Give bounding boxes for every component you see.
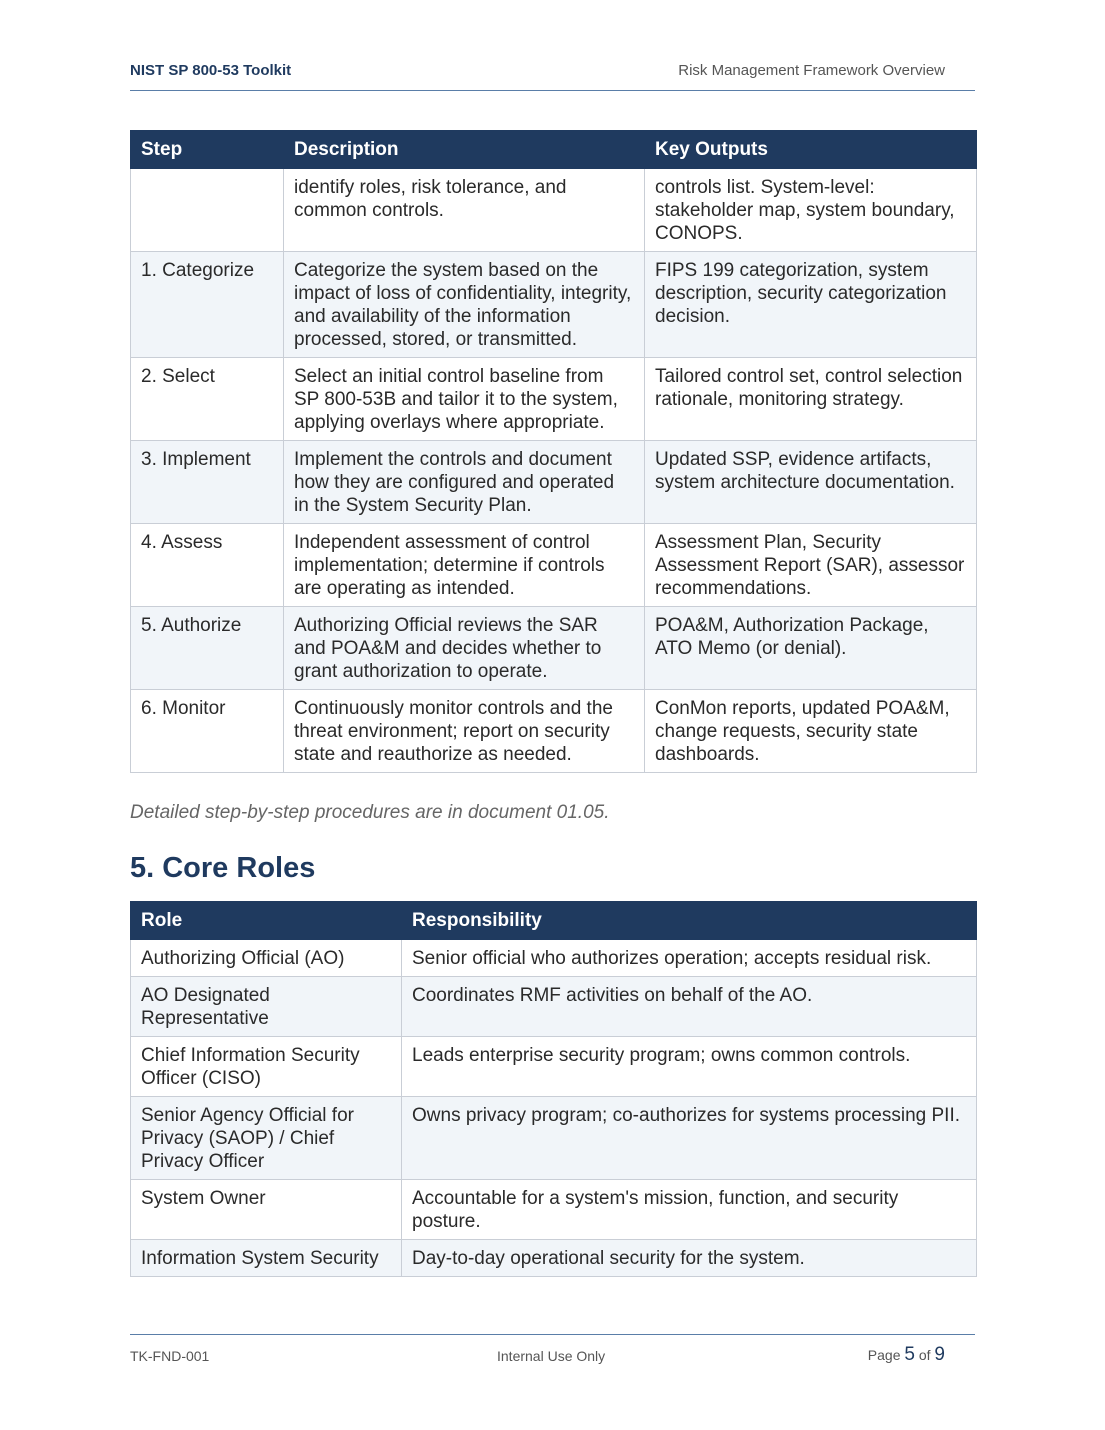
page-number	[868, 1344, 945, 1366]
table-row	[131, 977, 977, 1037]
description-cell: Select an initial control baseline from SP 800-53B and tailor it to the system, applying overlays where appropriate.	[284, 358, 645, 441]
table-note: Detailed step-by-step procedures are in document 01.05.	[130, 802, 610, 823]
column-header-responsibility: Responsibility	[402, 902, 977, 940]
role-cell: AO Designated Representative	[131, 977, 402, 1037]
table-row	[131, 169, 977, 252]
description-cell: Continuously monitor controls and the threat environment; report on security state and reauthorize as needed.	[284, 690, 645, 773]
column-header-key-outputs: Key Outputs	[645, 131, 977, 169]
table-row	[131, 940, 977, 977]
header-divider	[130, 90, 975, 91]
table-header-row	[131, 131, 977, 169]
responsibility-cell: Owns privacy program; co-authorizes for systems processing PII.	[402, 1097, 977, 1180]
page-footer	[130, 1346, 945, 1368]
description-cell: Independent assessment of control implementation; determine if controls are operating as intended.	[284, 524, 645, 607]
outputs-cell: FIPS 199 categorization, system description, security categorization decision.	[645, 252, 977, 358]
classification-label: Internal Use Only	[497, 1348, 606, 1364]
description-cell: identify roles, risk tolerance, and common controls.	[284, 169, 645, 252]
outputs-cell: Tailored control set, control selection rationale, monitoring strategy.	[645, 358, 977, 441]
description-cell: Implement the controls and document how they are configured and operated in the System Security Plan.	[284, 441, 645, 524]
table-row	[131, 1240, 977, 1277]
responsibility-cell: Senior official who authorizes operation; accepts residual risk.	[402, 940, 977, 977]
step-cell: 5. Authorize	[131, 607, 284, 690]
step-cell	[131, 169, 284, 252]
outputs-cell: POA&M, Authorization Package, ATO Memo (or denial).	[645, 607, 977, 690]
table-row	[131, 1037, 977, 1097]
total-pages: 9	[934, 1344, 945, 1365]
responsibility-cell: Accountable for a system's mission, function, and security posture.	[402, 1180, 977, 1240]
table-row	[131, 607, 977, 690]
step-cell: 2. Select	[131, 358, 284, 441]
table-row	[131, 1180, 977, 1240]
outputs-cell: controls list. System-level: stakeholder map, system boundary, CONOPS.	[645, 169, 977, 252]
role-cell: Chief Information Security Officer (CISO)	[131, 1037, 402, 1097]
current-page: 5	[904, 1344, 915, 1365]
table-row	[131, 252, 977, 358]
outputs-cell: ConMon reports, updated POA&M, change requests, security state dashboards.	[645, 690, 977, 773]
column-header-description: Description	[284, 131, 645, 169]
outputs-cell: Assessment Plan, Security Assessment Report (SAR), assessor recommendations.	[645, 524, 977, 607]
step-cell: 6. Monitor	[131, 690, 284, 773]
description-cell: Authorizing Official reviews the SAR and POA&M and decides whether to grant authorization to operate.	[284, 607, 645, 690]
column-header-step: Step	[131, 131, 284, 169]
table-header-row	[131, 902, 977, 940]
footer-divider	[130, 1334, 975, 1335]
responsibility-cell: Leads enterprise security program; owns common controls.	[402, 1037, 977, 1097]
role-cell: System Owner	[131, 1180, 402, 1240]
responsibility-cell: Coordinates RMF activities on behalf of the AO.	[402, 977, 977, 1037]
page-of-label: of	[918, 1347, 931, 1363]
core-roles-table	[130, 901, 977, 1277]
table-row	[131, 690, 977, 773]
table-row	[131, 358, 977, 441]
role-cell: Information System Security	[131, 1240, 402, 1277]
step-cell: 3. Implement	[131, 441, 284, 524]
column-header-role: Role	[131, 902, 402, 940]
page-label: Page	[867, 1347, 901, 1363]
table-row	[131, 441, 977, 524]
role-cell: Senior Agency Official for Privacy (SAOP) / Chief Privacy Officer	[131, 1097, 402, 1180]
responsibility-cell: Day-to-day operational security for the system.	[402, 1240, 977, 1277]
section-title: 5. Core Roles	[130, 852, 316, 884]
page-header	[130, 62, 945, 82]
outputs-cell: Updated SSP, evidence artifacts, system architecture documentation.	[645, 441, 977, 524]
table-row	[131, 1097, 977, 1180]
step-cell: 4. Assess	[131, 524, 284, 607]
role-cell: Authorizing Official (AO)	[131, 940, 402, 977]
step-cell: 1. Categorize	[131, 252, 284, 358]
table-row	[131, 524, 977, 607]
header-subtitle: Risk Management Framework Overview	[678, 62, 945, 79]
header-title: NIST SP 800-53 Toolkit	[130, 62, 292, 79]
rmf-steps-table	[130, 130, 977, 773]
document-id: TK-FND-001	[130, 1348, 210, 1364]
description-cell: Categorize the system based on the impact of loss of confidentiality, integrity, and availability of the information processed, stored, or transmitted.	[284, 252, 645, 358]
